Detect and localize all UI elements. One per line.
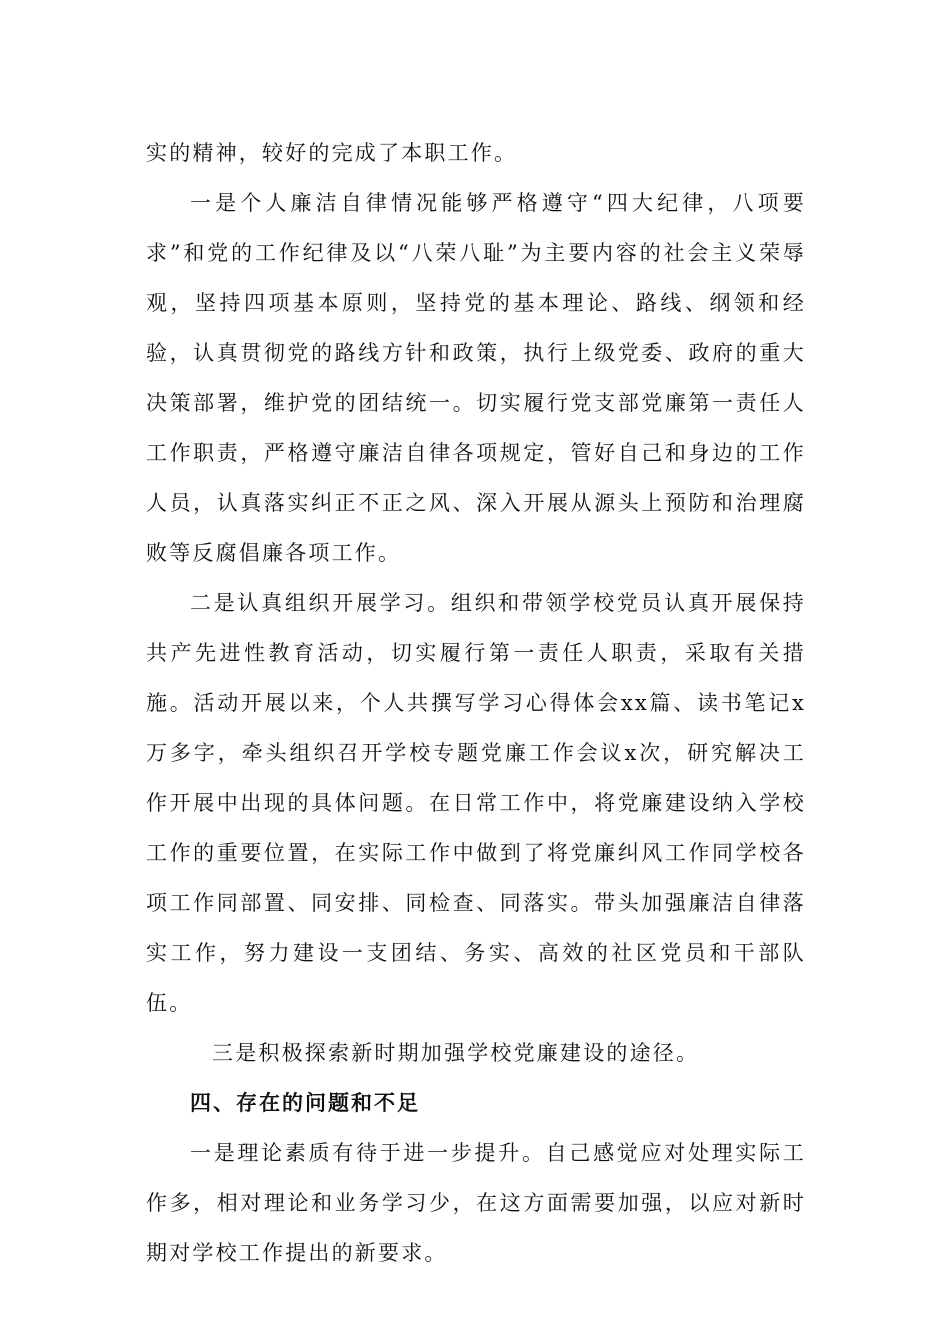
section-heading: 四、存在的问题和不足 bbox=[190, 1091, 420, 1115]
paragraph-shortcoming: 一是理论素质有待于进一步提升。自己感觉应对处理实际工作多，相对理论和业务学习少，在这方面需要加强，以应对新时期对学校工作提出的新要求。 bbox=[146, 1141, 806, 1265]
document-body bbox=[146, 128, 806, 1278]
paragraph-integrity: 一是个人廉洁自律情况能够严格遵守“四大纪律，八项要求”和党的工作纪律及以“八荣八耻”为主要内容的社会主义荣辱观，坚持四项基本原则，坚持党的基本理论、路线、纲领和经验，认真贯彻党的路线方针和政策，执行上级党委、政府的重大决策部署，维护党的团结统一。切实履行党支部党廉第一责任人工作职责，严格遵守廉洁自律各项规定，管好自己和身边的工作人员，认真落实纠正不正之风、深入开展从源头上预防和治理腐败等反腐倡廉各项工作。 bbox=[146, 191, 806, 565]
paragraph-exploration: 三是积极探索新时期加强学校党廉建设的途径。 bbox=[212, 1041, 700, 1065]
paragraph-continuation: 实的精神，较好的完成了本职工作。 bbox=[146, 141, 518, 165]
paragraph-study: 二是认真组织开展学习。组织和带领学校党员认真开展保持共产先进性教育活动，切实履行第一责任人职责，采取有关措施。活动开展以来，个人共撰写学习心得体会xx篇、读书笔记x万多字，牵头组织召开学校专题党廉工作会议x次，研究解决工作开展中出现的具体问题。在日常工作中，将党廉建设纳入学校工作的重要位置，在实际工作中做到了将党廉纠风工作同学校各项工作同部置、同安排、同检查、同落实。带头加强廉洁自律落实工作，努力建设一支团结、务实、高效的社区党员和干部队伍。 bbox=[146, 591, 806, 1015]
